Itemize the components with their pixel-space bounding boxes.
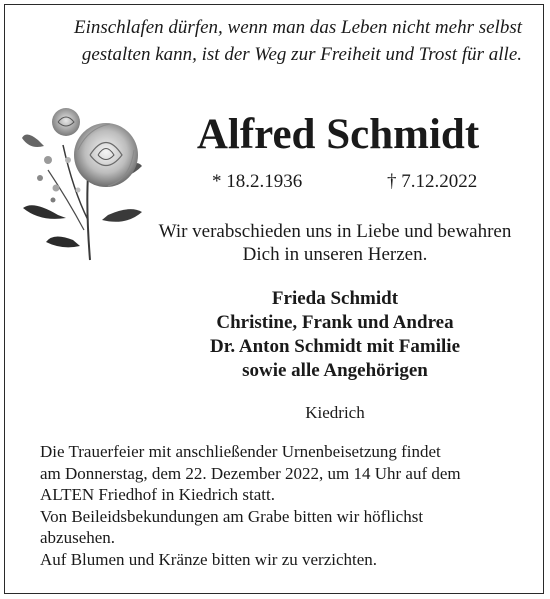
- farewell-text: [130, 220, 540, 266]
- mourners-list: [140, 287, 530, 383]
- death-date: † 7.12.2022: [387, 171, 478, 192]
- notice-line: Auf Blumen und Kränze bitten wir zu verzichten.: [40, 549, 378, 569]
- mourner-name: Christine, Frank und Andrea: [216, 312, 454, 333]
- motto-quote: [60, 14, 522, 68]
- mourner-name: Frieda Schmidt: [271, 288, 399, 309]
- mourner-name: Dr. Anton Schmidt mit Familie: [210, 336, 460, 357]
- funeral-notice: [40, 441, 510, 570]
- notice-line: am Donnerstag, dem 22. Dezember 2022, um 14 Uhr auf dem: [40, 463, 461, 483]
- place-name: Kiedrich: [305, 403, 365, 422]
- birth-date: * 18.2.1936: [212, 171, 303, 192]
- deceased-name: Alfred Schmidt: [196, 111, 480, 158]
- notice-line: Von Beileidsbekundungen am Grabe bitten wir höflichst: [40, 506, 424, 526]
- farewell-line: Dich in unseren Herzen.: [242, 244, 428, 265]
- motto-line: Einschlafen dürfen, wenn man das Leben nicht mehr selbst: [73, 17, 522, 38]
- motto-line: gestalten kann, ist der Weg zur Freiheit und Trost für alle.: [81, 44, 522, 65]
- notice-line: ALTEN Friedhof in Kiedrich statt.: [40, 485, 275, 504]
- farewell-line: Wir verabschieden uns in Liebe und bewahren: [158, 221, 512, 242]
- mourner-name: sowie alle Angehörigen: [242, 360, 428, 381]
- notice-line: abzusehen.: [40, 528, 116, 547]
- notice-line: Die Trauerfeier mit anschließender Urnenbeisetzung findet: [40, 442, 441, 461]
